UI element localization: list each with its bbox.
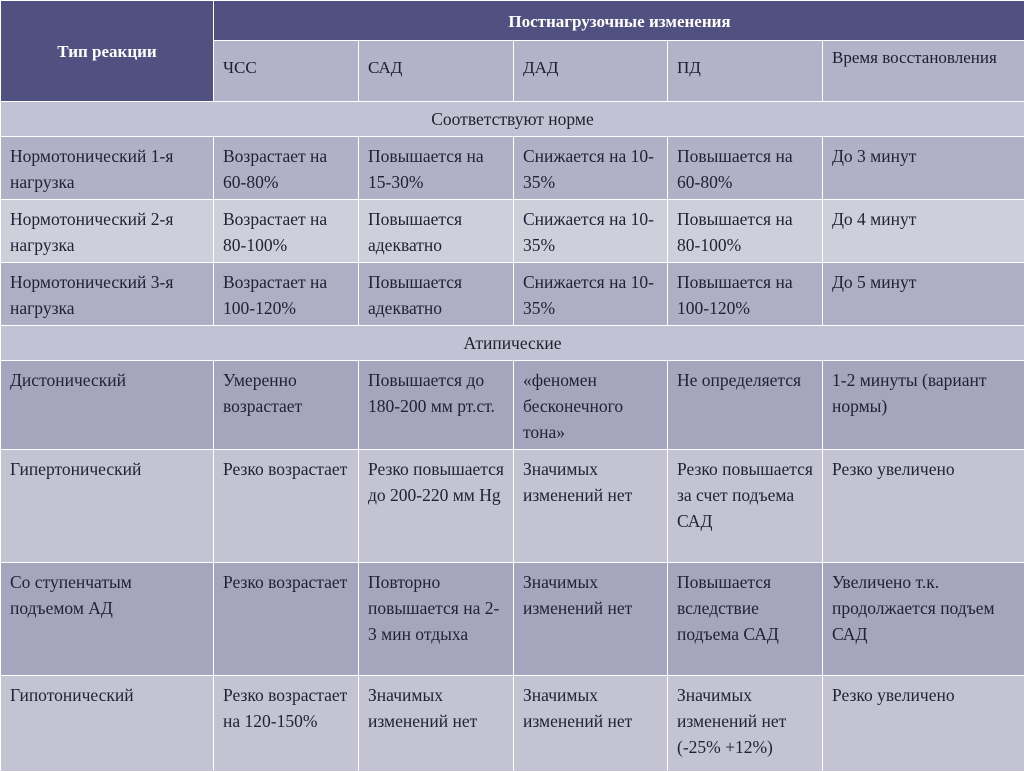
hr-cell: Резко возрастает (214, 450, 359, 563)
dbp-cell: Снижается на 10-35% (514, 263, 668, 326)
recovery-cell: До 3 минут (823, 137, 1024, 200)
pp-cell: Значимых изменений нет (-25% +12%) (668, 676, 823, 772)
sbp-cell: Повышается адекватно (359, 200, 514, 263)
hr-cell: Резко возрастает (214, 563, 359, 676)
sbp-cell: Повышается до 180-200 мм рт.ст. (359, 361, 514, 450)
reaction-type-header: Тип реакции (1, 1, 214, 102)
hr-cell: Резко возрастает на 120-150% (214, 676, 359, 772)
section-title-normal: Соответствуют норме (1, 102, 1024, 137)
hr-cell: Возрастает на 60-80% (214, 137, 359, 200)
reaction-type-cell: Гипертонический (1, 450, 214, 563)
table-row (1, 200, 1024, 263)
table-row (1, 361, 1024, 450)
sbp-cell: Повышается адекватно (359, 263, 514, 326)
column-header-pp: ПД (668, 41, 823, 102)
reaction-type-cell: Дистонический (1, 361, 214, 450)
table-row (1, 676, 1024, 772)
hr-cell: Возрастает на 100-120% (214, 263, 359, 326)
dbp-cell: Снижается на 10-35% (514, 137, 668, 200)
header-row-top (1, 1, 1024, 41)
reaction-type-cell: Гипотонический (1, 676, 214, 772)
hr-cell: Умеренно возрастает (214, 361, 359, 450)
pp-cell: Повышается на 100-120% (668, 263, 823, 326)
post-load-header: Постнагрузочные изменения (214, 1, 1024, 41)
reaction-type-cell: Нормотонический 2-я нагрузка (1, 200, 214, 263)
dbp-cell: Снижается на 10-35% (514, 200, 668, 263)
recovery-cell: Увеличено т.к. продолжается подъем САД (823, 563, 1024, 676)
pp-cell: Не определяется (668, 361, 823, 450)
sbp-cell: Повторно повышается на 2-3 мин отдыха (359, 563, 514, 676)
recovery-cell: Резко увеличено (823, 676, 1024, 772)
table-row (1, 563, 1024, 676)
table-row (1, 137, 1024, 200)
recovery-cell: До 5 минут (823, 263, 1024, 326)
reaction-type-cell: Нормотонический 3-я нагрузка (1, 263, 214, 326)
table-row (1, 263, 1024, 326)
dbp-cell: «феномен бесконечного тона» (514, 361, 668, 450)
sbp-cell: Значимых изменений нет (359, 676, 514, 772)
reaction-type-cell: Нормотонический 1-я нагрузка (1, 137, 214, 200)
pp-cell: Повышается на 80-100% (668, 200, 823, 263)
column-header-hr: ЧСС (214, 41, 359, 102)
recovery-cell: До 4 минут (823, 200, 1024, 263)
column-header-recovery-time: Время восстановления (823, 41, 1024, 102)
dbp-cell: Значимых изменений нет (514, 676, 668, 772)
column-header-sbp: САД (359, 41, 514, 102)
dbp-cell: Значимых изменений нет (514, 563, 668, 676)
sbp-cell: Резко повышается до 200-220 мм Hg (359, 450, 514, 563)
section-row (1, 102, 1024, 137)
recovery-cell: 1-2 минуты (вариант нормы) (823, 361, 1024, 450)
pp-cell: Повышается на 60-80% (668, 137, 823, 200)
pp-cell: Резко повышается за счет подъема САД (668, 450, 823, 563)
sbp-cell: Повышается на 15-30% (359, 137, 514, 200)
section-title-atypical: Атипические (1, 326, 1024, 361)
column-header-dbp: ДАД (514, 41, 668, 102)
table-row (1, 450, 1024, 563)
hr-cell: Возрастает на 80-100% (214, 200, 359, 263)
pp-cell: Повышается вследствие подъема САД (668, 563, 823, 676)
reaction-type-cell: Со ступенчатым подъемом АД (1, 563, 214, 676)
section-row (1, 326, 1024, 361)
dbp-cell: Значимых изменений нет (514, 450, 668, 563)
recovery-cell: Резко увеличено (823, 450, 1024, 563)
